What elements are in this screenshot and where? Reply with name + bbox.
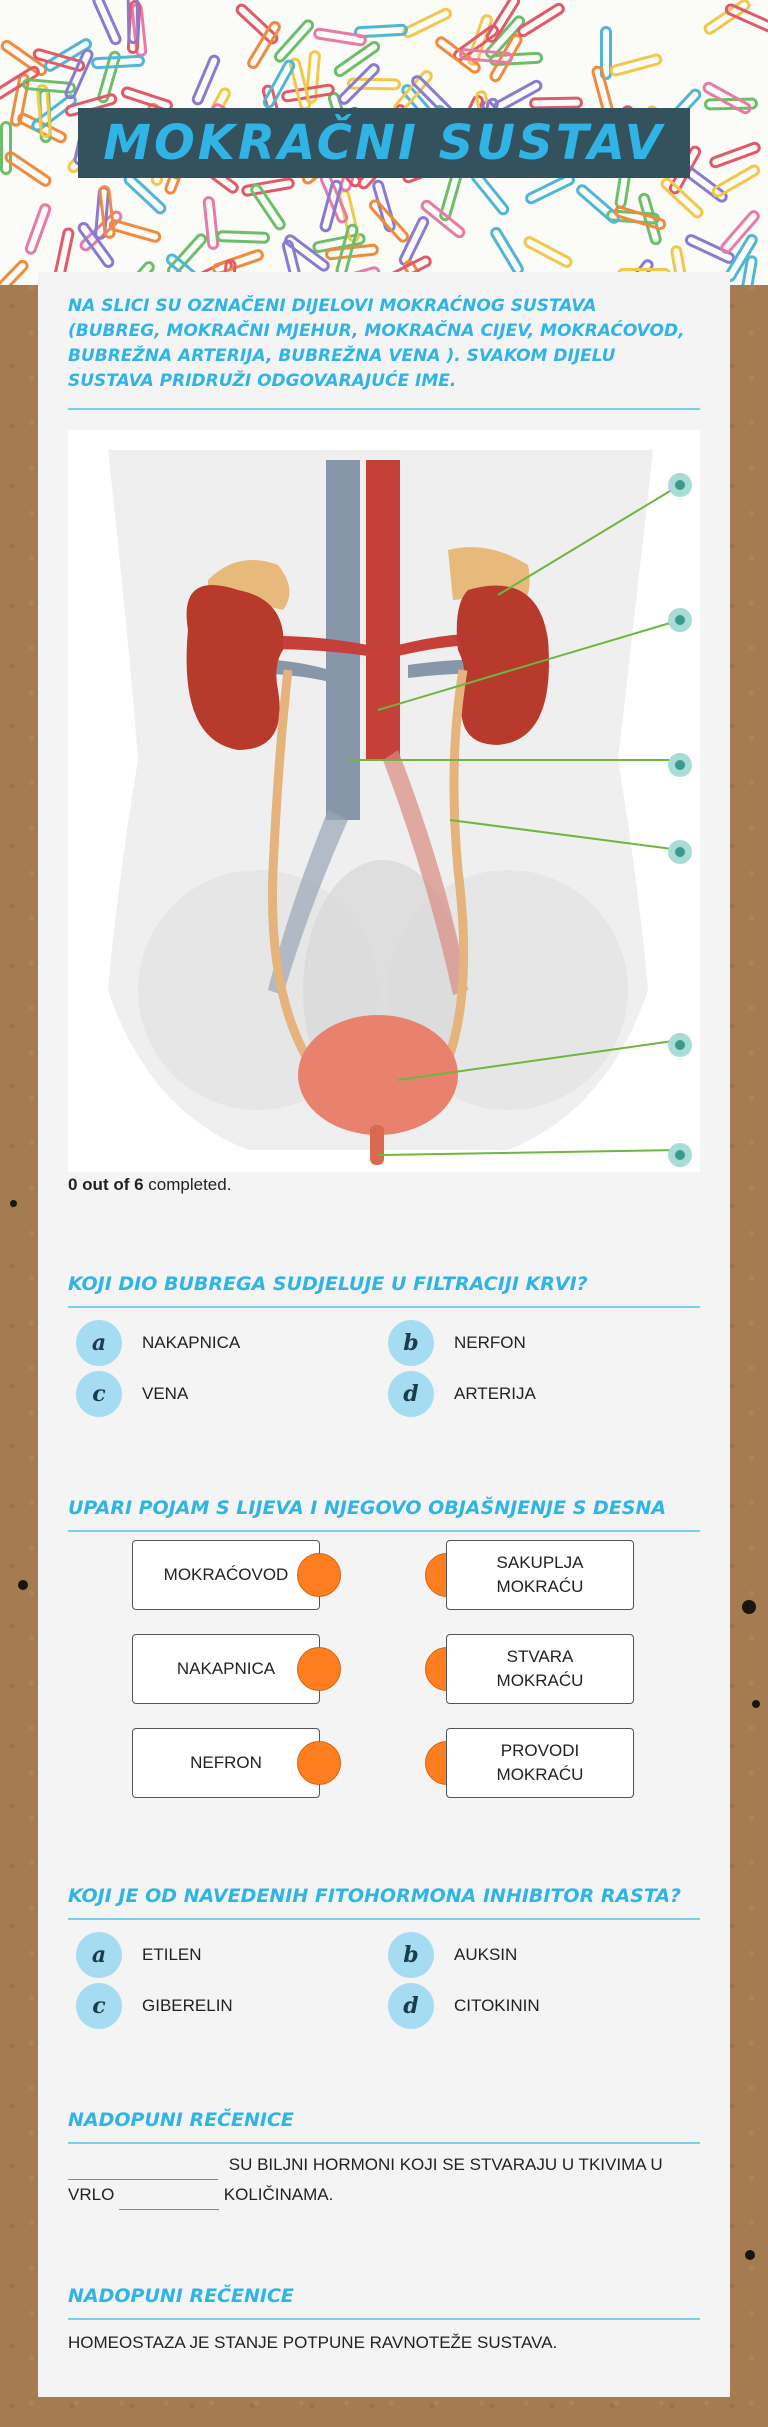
option-label: AUKSIN [454, 1945, 518, 1964]
speckle [752, 1700, 760, 1708]
paperclip-icon [608, 52, 663, 78]
option-label: NAKAPNICA [142, 1333, 241, 1352]
speckle [18, 1580, 28, 1590]
match-left-2-connector[interactable] [297, 1647, 341, 1691]
match-right-2-line2: MOKRAĆU [496, 1671, 584, 1690]
paperclip-icon [127, 0, 140, 44]
quiz2-option-a[interactable] [76, 1932, 202, 1978]
match-right-2-line1: STVARA [506, 1647, 574, 1666]
divider [68, 1306, 700, 1308]
option-letter-badge: a [76, 1932, 122, 1978]
fill1-part2: VRLO [68, 2185, 115, 2204]
paperclip-icon [521, 234, 574, 270]
quiz2-option-c[interactable] [76, 1983, 233, 2029]
hotspot-urethra[interactable] [668, 1143, 692, 1167]
fill1-part3: KOLIČINAMA. [223, 2185, 334, 2204]
fill1-heading: NADOPUNI REČENICE [68, 2109, 294, 2131]
paperclip-icon [216, 230, 270, 244]
quiz1-option-a[interactable] [76, 1320, 240, 1366]
hotspot-bladder[interactable] [668, 1033, 692, 1057]
fill1-sentence [68, 2150, 708, 2210]
paperclip-icon [488, 225, 526, 277]
option-letter-badge: c [76, 1371, 122, 1417]
match-right-3-line2: MOKRAĆU [496, 1765, 584, 1784]
paperclip-icon [91, 0, 124, 47]
option-label: CITOKININ [454, 1996, 540, 2015]
option-label: VENA [142, 1384, 189, 1403]
match-question: UPARI POJAM S LIJEVA I NJEGOVO OBJAŠNJENJE S DESNA [68, 1497, 667, 1519]
paperclip-icon [107, 218, 162, 244]
fill2-sentence: HOMEOSTAZA JE STANJE POTPUNE RAVNOTEŽE SUSTAVA. [68, 2333, 558, 2352]
paperclip-icon [240, 176, 295, 197]
hotspot-renal-artery[interactable] [668, 608, 692, 632]
quiz2-option-d[interactable] [388, 1983, 540, 2029]
quiz1-option-d[interactable] [388, 1371, 536, 1417]
progress-count: 0 out of 6 [68, 1175, 144, 1194]
divider [68, 1530, 700, 1532]
paperclip-icon [710, 162, 763, 199]
paperclip-icon [0, 121, 12, 175]
speckle [10, 1200, 17, 1207]
match-right-1-line1: SAKUPLJA [496, 1553, 584, 1572]
paperclip-icon [23, 202, 53, 257]
fill1-blank-2[interactable] [119, 2189, 219, 2210]
match-left-2[interactable]: NAKAPNICA [132, 1634, 320, 1704]
hotspot-renal-vein[interactable] [668, 753, 692, 777]
urinary-system-diagram [68, 430, 700, 1172]
match-left-1[interactable]: MOKRAĆOVOD [132, 1540, 320, 1610]
quiz2-option-b[interactable] [388, 1932, 517, 1978]
option-letter-badge: b [388, 1932, 434, 1978]
divider [68, 2142, 700, 2144]
match-left-3-connector[interactable] [297, 1741, 341, 1785]
option-letter-badge: a [76, 1320, 122, 1366]
match-left-3[interactable]: NEFRON [132, 1728, 320, 1798]
quiz1-question: KOJI DIO BUBREGA SUDJELUJE U FILTRACIJI KRVI? [68, 1273, 588, 1295]
progress-suffix: completed. [143, 1175, 232, 1194]
match-right-2[interactable] [446, 1634, 634, 1704]
option-letter-badge: d [388, 1371, 434, 1417]
header-paperclip-banner [0, 0, 768, 285]
speckle [742, 1600, 756, 1614]
main-card [38, 272, 730, 2397]
speckle [745, 2250, 755, 2260]
option-label: ETILEN [142, 1945, 202, 1964]
quiz1-option-c[interactable] [76, 1371, 188, 1417]
paperclip-icon [91, 55, 146, 70]
title-bar [78, 108, 690, 178]
divider [68, 2318, 700, 2320]
match-right-1[interactable] [446, 1540, 634, 1610]
fill1-blank-1[interactable] [68, 2159, 218, 2180]
paperclip-icon [0, 257, 31, 285]
match-right-1-line2: MOKRAĆU [496, 1577, 584, 1596]
match-left-1-connector[interactable] [297, 1553, 341, 1597]
option-label: NERFON [454, 1333, 526, 1352]
hotspot-ureter[interactable] [668, 840, 692, 864]
intro-instructions: NA SLICI SU OZNAČENI DIJELOVI MOKRAĆNOG SUSTAVA (BUBREG, MOKRAČNI MJEHUR, MOKRAČNA CIJEV, MOKRAĆOVOD, BUBREŽNA ARTERIJA, BUBREŽNA VENA ). SVAKOM DIJELU SUSTAVA PRIDRUŽI ODGOVARAJUĆE IME. [68, 296, 685, 391]
option-letter-badge: b [388, 1320, 434, 1366]
divider [68, 408, 700, 410]
option-label: ARTERIJA [454, 1384, 536, 1403]
quiz2-question: KOJI JE OD NAVEDENIH FITOHORMONA INHIBITOR RASTA? [68, 1885, 682, 1907]
divider [68, 1918, 700, 1920]
option-letter-badge: d [388, 1983, 434, 2029]
page-title: MOKRAČNI SUSTAV [103, 115, 665, 171]
hotspot-kidney[interactable] [668, 473, 692, 497]
option-label: GIBERELIN [142, 1996, 233, 2015]
progress-status [68, 1175, 231, 1195]
match-right-3-line1: PROVODI [500, 1741, 580, 1760]
fill1-part1: SU BILJNI HORMONI KOJI SE STVARAJU U TKIVIMA U [228, 2155, 663, 2174]
quiz1-option-b[interactable] [388, 1320, 526, 1366]
paperclip-icon [400, 6, 454, 40]
option-letter-badge: c [76, 1983, 122, 2029]
fill2-heading: NADOPUNI REČENICE [68, 2285, 294, 2307]
match-right-3[interactable] [446, 1728, 634, 1798]
